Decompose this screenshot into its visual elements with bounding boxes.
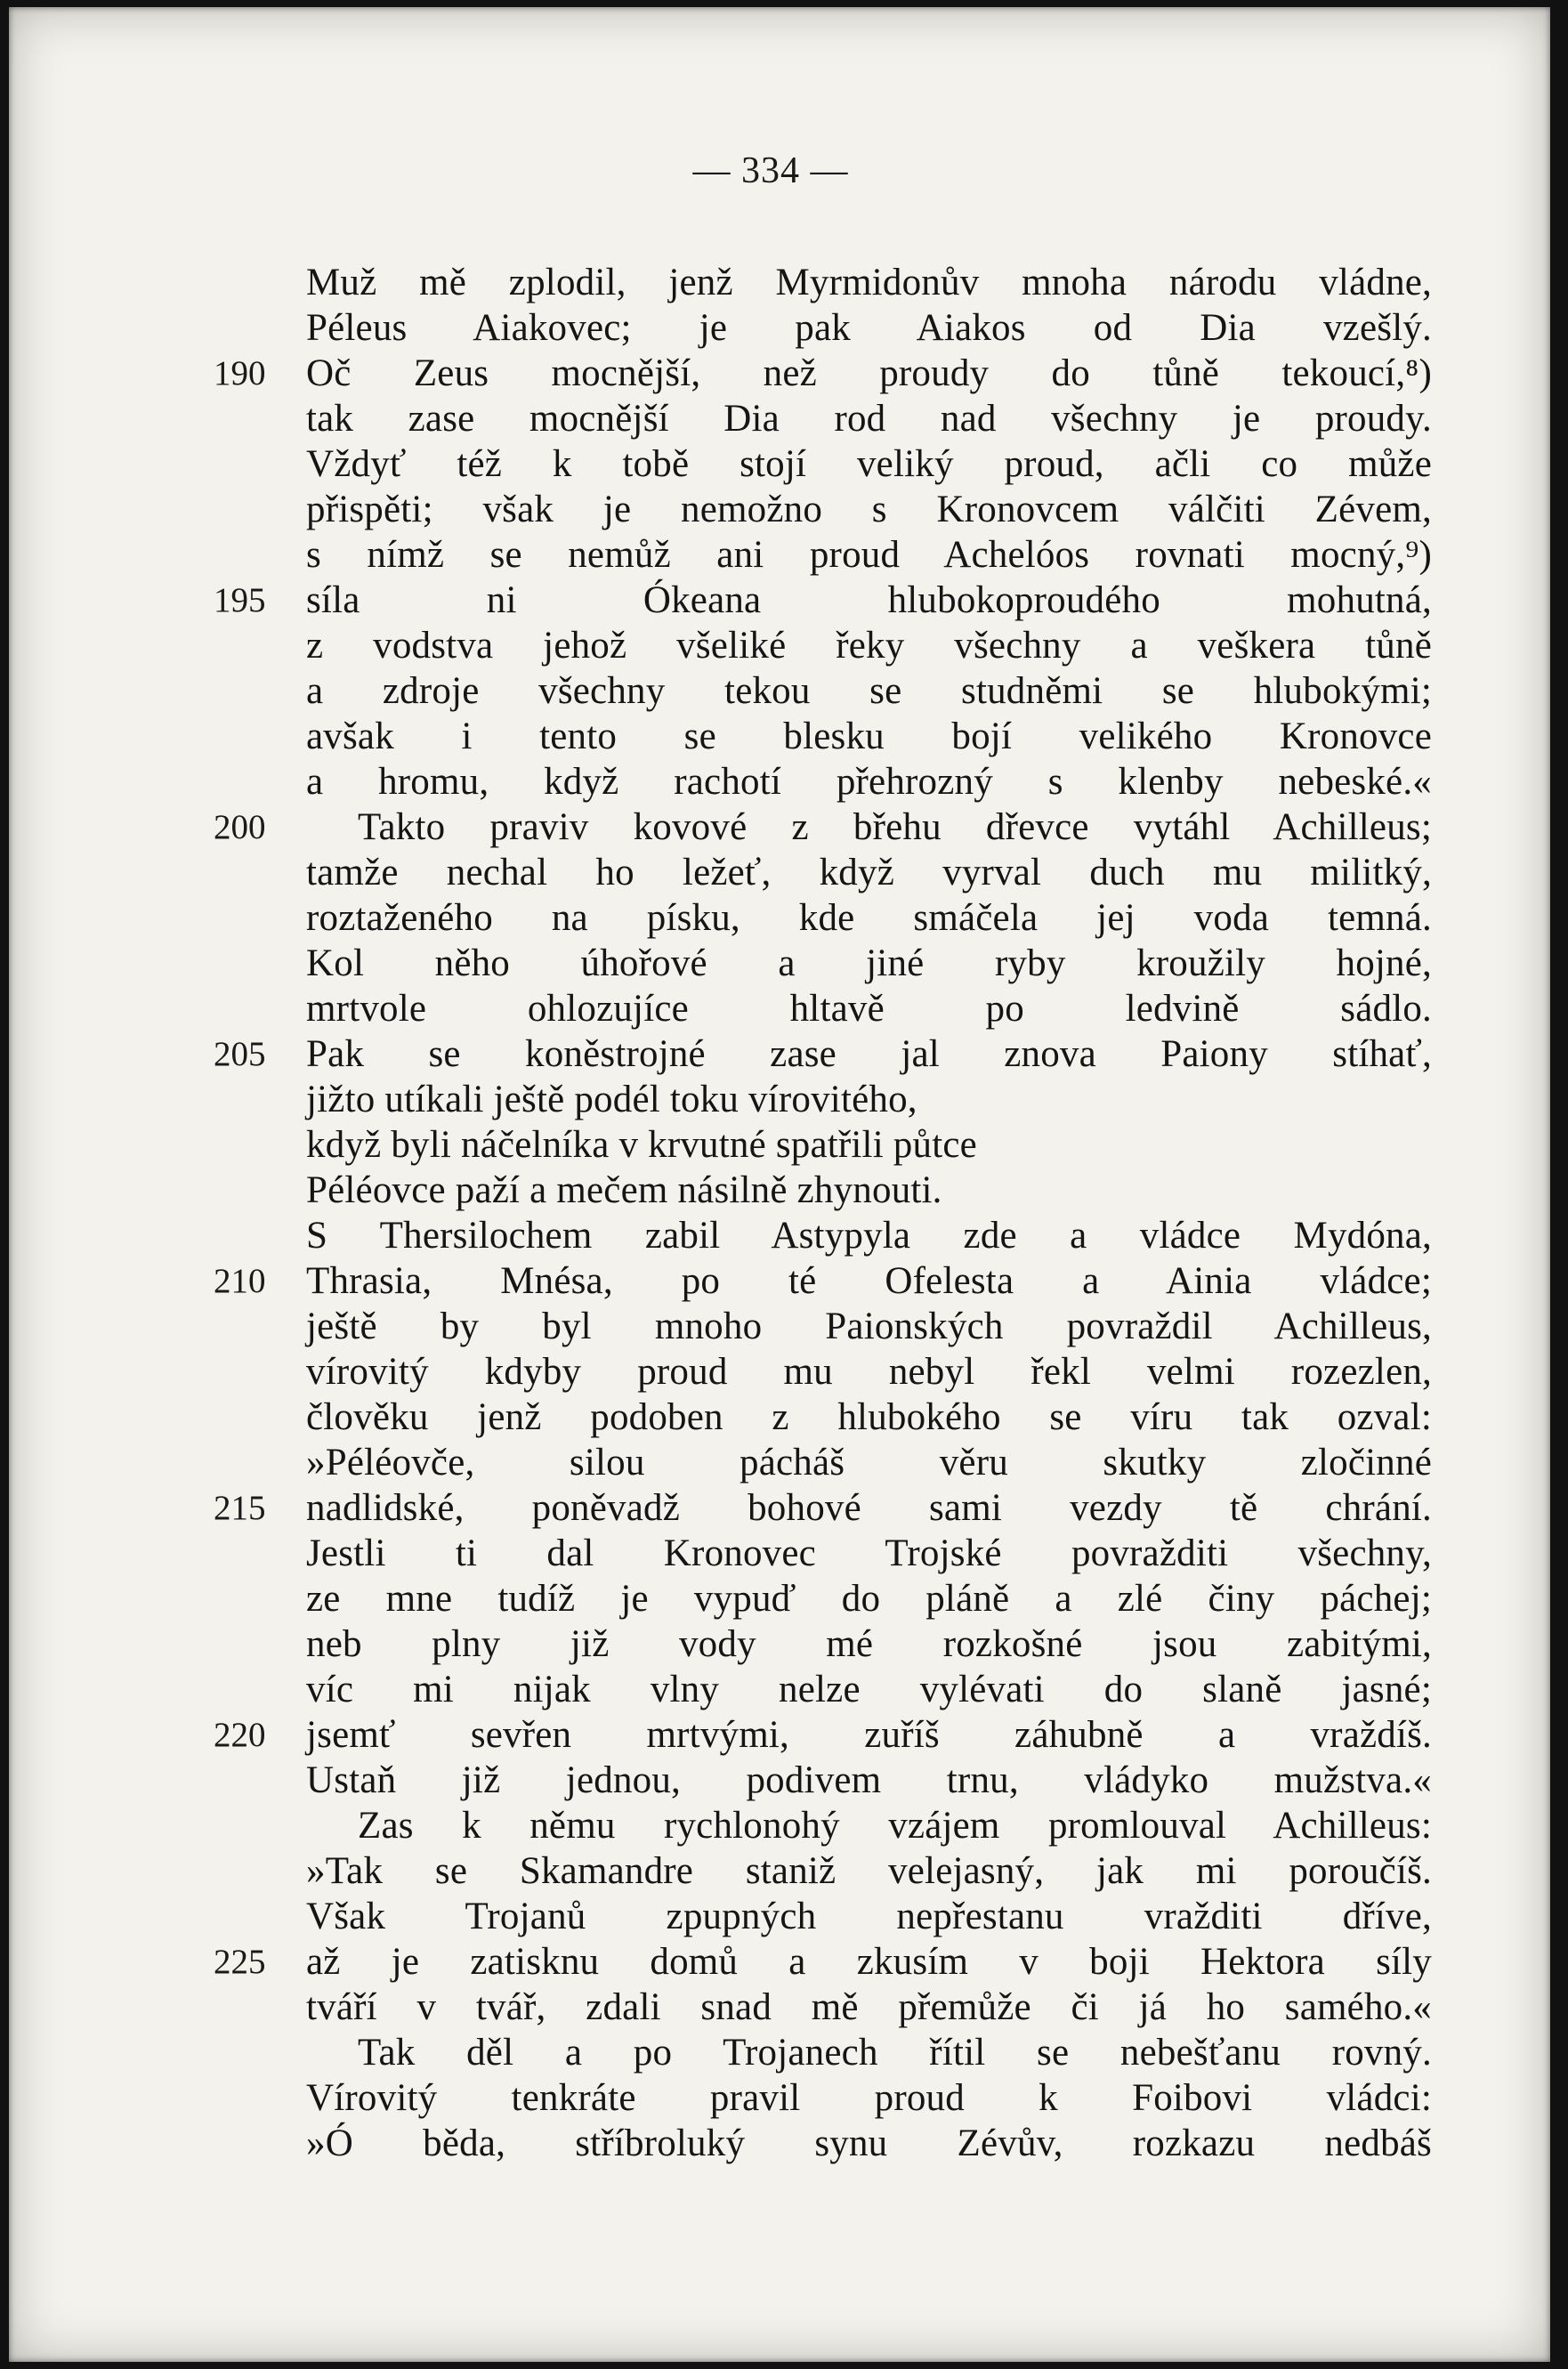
verse-text: Ustaň již jednou, podivem trnu, vládyko mužstva.« [306,1759,1432,1801]
verse-text: člověku jenž podoben z hlubokého se víru tak ozval: [306,1396,1432,1438]
verse-line [9,1031,1550,1077]
verse-text: z vodstva jehož všeliké řeky všechny a veškera tůně [306,625,1432,667]
page-number: — 334 — [692,150,849,191]
verse-line [9,1122,1550,1168]
verse-text: neb plny již vody mé rozkošné jsou zabitými, [306,1623,1432,1665]
line-number: 215 [214,1489,266,1527]
verse-line [9,305,1550,351]
verse-text: Vírovitý tenkráte pravil proud k Foibovi vládci: [306,2077,1432,2119]
verse-line [9,1621,1550,1667]
verse-line [9,986,1550,1031]
verse-lines [9,260,1550,2166]
verse-text: ze mne tudíž je vypuď do pláně a zlé činy páchej; [306,1578,1432,1620]
verse-line [9,759,1550,804]
verse-text: Thrasia, Mnésa, po té Ofelesta a Ainia vládce; [306,1260,1432,1302]
verse-line [9,1485,1550,1531]
verse-text: když byli náčelníka v krvutné spatřili půtce [306,1124,977,1166]
verse-text: mrtvole ohlozujíce hltavě po ledvině sádlo. [306,988,1432,1030]
line-number: 195 [214,581,266,619]
verse-text: Však Trojanů zpupných nepřestanu vražditi dříve, [306,1896,1432,1937]
verse-line [9,351,1550,396]
verse-line [9,1258,1550,1304]
verse-line [9,668,1550,714]
verse-line [9,441,1550,487]
verse-line [9,532,1550,578]
verse-text: Tak děl a po Trojanech řítil se nebešťanu rovný. [358,2032,1432,2074]
verse-line [9,1803,1550,1848]
verse-text: ještě by byl mnoho Paionských povraždil Achilleus, [306,1306,1432,1347]
verse-text: jižto utíkali ještě podél toku vírovitého, [306,1079,917,1120]
verse-text: Jestli ti dal Kronovec Trojské povražditi všechny, [306,1532,1432,1574]
verse-text: přispěti; však je nemožno s Kronovcem válčiti Zévem, [306,489,1432,530]
verse-line [9,578,1550,623]
verse-text: jsemť sevřen mrtvými, zuříš záhubně a vraždíš. [306,1714,1432,1756]
verse-line [9,1213,1550,1258]
verse-text: »Ó běda, stříbroluký synu Zévův, rozkazu nedbáš [306,2122,1432,2164]
verse-line [9,1395,1550,1440]
book-page [9,7,1550,2362]
verse-line [9,1576,1550,1621]
verse-text: a hromu, když rachotí přehrozný s klenby nebeské.« [306,761,1432,803]
verse-line [9,1349,1550,1395]
line-number: 220 [214,1716,266,1754]
verse-text: »Tak se Skamandre staniž velejasný, jak mi poroučíš. [306,1850,1432,1892]
verse-text: Péléovce paží a mečem násilně zhynouti. [306,1169,942,1211]
verse-line [9,1848,1550,1894]
verse-text: víc mi nijak vlny nelze vylévati do slaně jasné; [306,1669,1432,1710]
verse-line [9,1440,1550,1485]
verse-line [9,1985,1550,2030]
verse-text: avšak i tento se blesku bojí velikého Kronovce [306,716,1432,757]
verse-line [9,1939,1550,1985]
verse-text: Kol něho úhořové a jiné ryby kroužily hojné, [306,942,1432,984]
verse-line [9,850,1550,895]
verse-text: roztaženého na písku, kde smáčela jej voda temná. [306,897,1432,939]
verse-line [9,396,1550,441]
verse-text: Zas k němu rychlonohý vzájem promlouval Achilleus: [358,1805,1432,1847]
verse-line [9,1531,1550,1576]
verse-line [9,1667,1550,1712]
verse-line [9,1168,1550,1213]
verse-text: Muž mě zplodil, jenž Myrmidonův mnoha národu vládne, [306,262,1432,303]
verse-line [9,623,1550,668]
verse-text: tak zase mocnější Dia rod nad všechny je proudy. [306,398,1432,440]
verse-line [9,2121,1550,2166]
verse-text: S Thersilochem zabil Astypyla zde a vládce Mydóna, [306,1215,1432,1257]
verse-text: tamže nechal ho ležeť, když vyrval duch mu militký, [306,852,1432,893]
verse-line [9,1712,1550,1758]
verse-line [9,2075,1550,2121]
verse-text: »Péléovče, silou pácháš věru skutky zločinné [306,1442,1432,1484]
verse-line [9,2030,1550,2075]
verse-text: až je zatisknu domů a zkusím v boji Hektora síly [306,1941,1432,1983]
verse-text: Péleus Aiakovec; je pak Aiakos od Dia vzešlý. [306,307,1432,349]
verse-line [9,487,1550,532]
line-number: 205 [214,1035,266,1073]
verse-line [9,260,1550,305]
line-number: 210 [214,1262,266,1300]
verse-line [9,1758,1550,1803]
verse-line [9,1304,1550,1349]
verse-line [9,714,1550,759]
verse-text: vírovitý kdyby proud mu nebyl řekl velmi rozezlen, [306,1351,1432,1393]
verse-text: Takto praviv kovové z břehu dřevce vytáhl Achilleus; [358,806,1432,848]
verse-text: nadlidské, poněvadž bohové sami vezdy tě chrání. [306,1487,1432,1529]
verse-text: tváří v tvář, zdali snad mě přemůže či já ho samého.« [306,1986,1432,2028]
verse-line [9,1077,1550,1122]
line-number: 225 [214,1943,266,1981]
line-number: 190 [214,354,266,392]
verse-line [9,895,1550,941]
verse-text: Oč Zeus mocnější, než proudy do tůně tekoucí,⁸) [306,352,1432,394]
verse-line [9,941,1550,986]
verse-text: a zdroje všechny tekou se studněmi se hlubokými; [306,670,1432,712]
verse-text: Vždyť též k tobě stojí veliký proud, ačli co může [306,443,1432,485]
verse-text: Pak se koněstrojné zase jal znova Paiony stíhať, [306,1033,1432,1075]
verse-line [9,1894,1550,1939]
line-number: 200 [214,808,266,846]
verse-text: síla ni Ókeana hlubokoproudého mohutná, [306,579,1432,621]
verse-line [9,804,1550,850]
verse-text: s nímž se nemůž ani proud Achelóos rovnati mocný,⁹) [306,534,1432,576]
